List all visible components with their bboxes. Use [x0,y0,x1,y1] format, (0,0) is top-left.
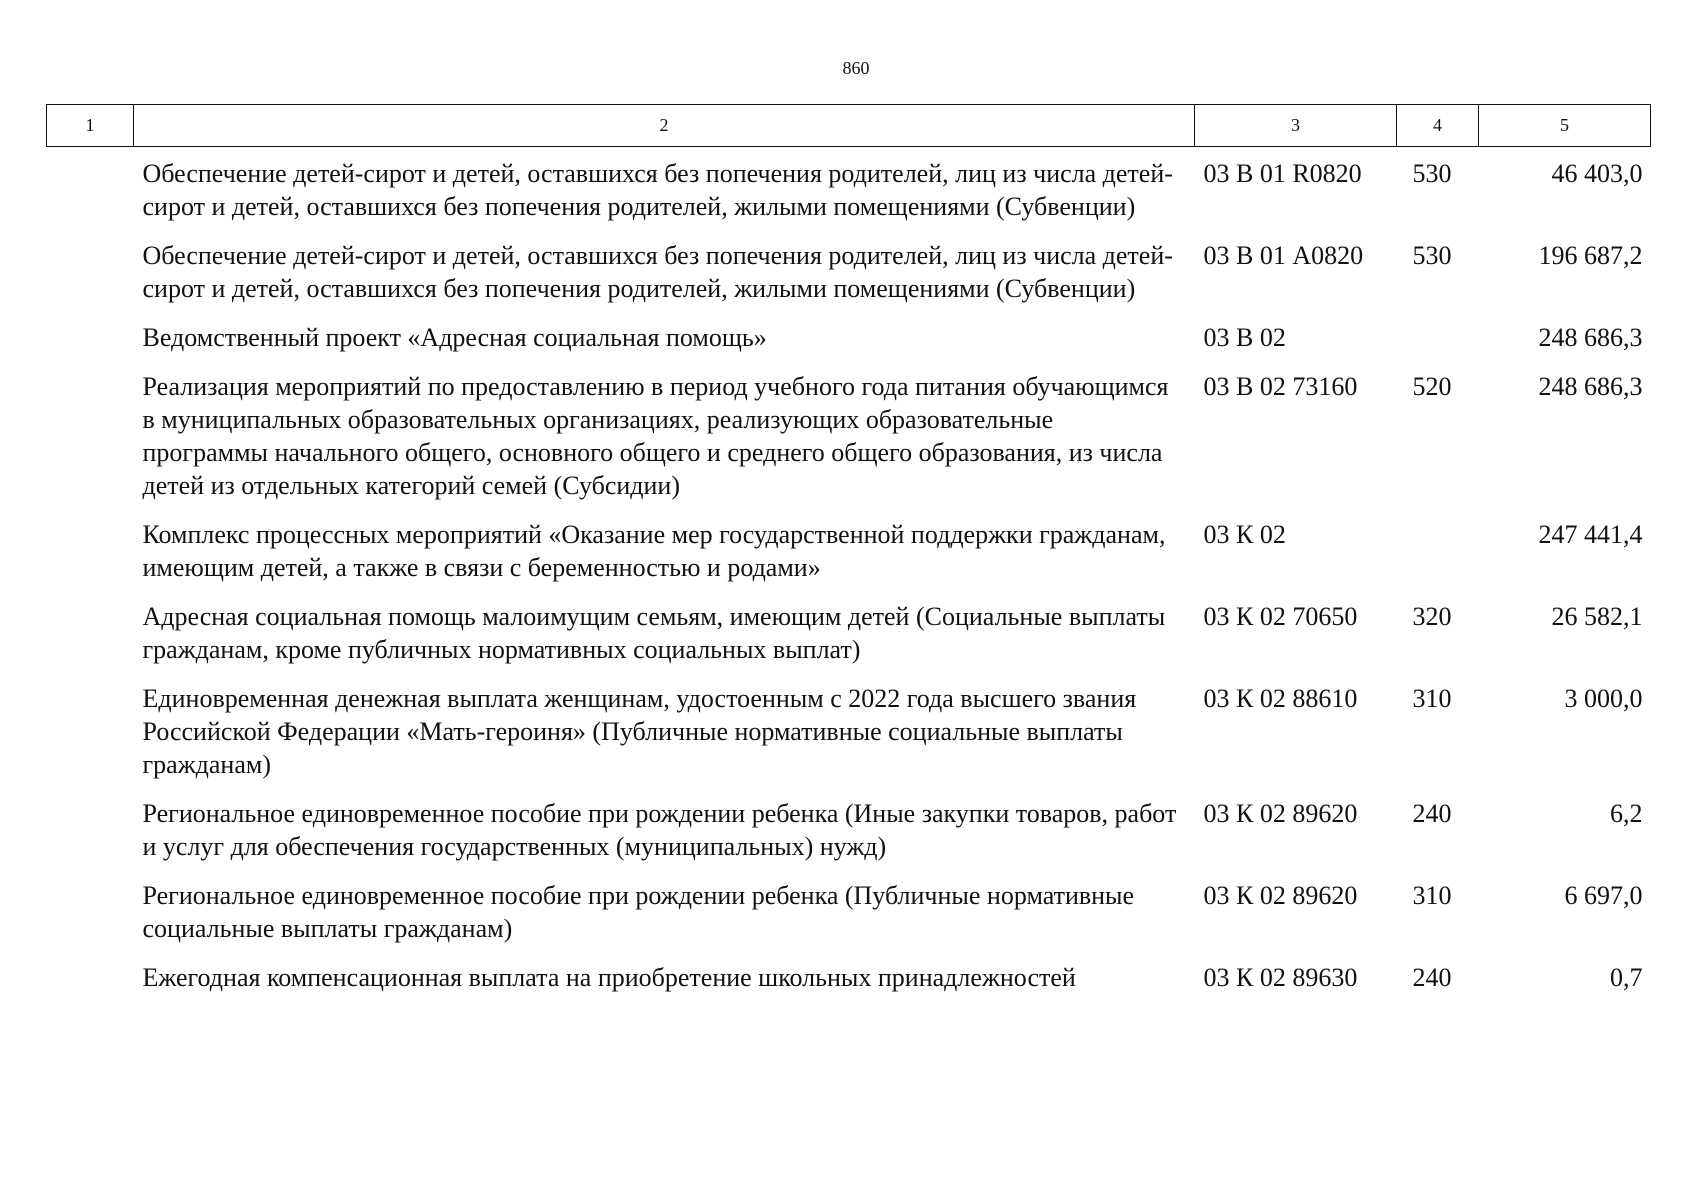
amount-cell: 6 697,0 [1564,881,1643,910]
amount-cell: 0,7 [1610,963,1643,992]
target-code-cell: 03 К 02 [1203,520,1286,549]
row-number-cell [47,797,134,879]
row-number-cell [47,600,134,682]
expense-type-cell [1397,321,1479,370]
budget-table [46,104,1651,1010]
row-number-cell [47,682,134,797]
table-row [47,797,1651,879]
target-code-cell: 03 К 02 70650 [1203,602,1358,631]
expense-type-cell: 530 [1412,159,1452,188]
expense-type-cell: 520 [1412,372,1452,401]
table-row [47,370,1651,518]
target-code-cell: 03 В 01 R0820 [1203,159,1362,188]
target-code-cell: 03 К 02 88610 [1203,684,1358,713]
header-col-3: 3 [1195,105,1397,147]
table-row [47,879,1651,961]
amount-cell: 247 441,4 [1538,520,1643,549]
row-number-cell [47,518,134,600]
expense-type-cell: 240 [1412,963,1452,992]
header-col-5: 5 [1479,105,1651,147]
expense-type-cell: 310 [1412,881,1452,910]
item-name-cell: Адресная социальная помощь малоимущим семьям, имеющим детей (Социальные выплаты гражданам, кроме публичных нормативных социальных выплат) [142,602,1166,664]
target-code-cell: 03 В 02 73160 [1203,372,1358,401]
row-number-cell [47,961,134,1010]
expense-type-cell: 530 [1412,241,1452,270]
row-number-cell [47,879,134,961]
row-number-cell [47,321,134,370]
expense-type-cell: 320 [1412,602,1452,631]
table-row [47,147,1651,240]
target-code-cell: 03 К 02 89620 [1203,799,1358,828]
table-row [47,518,1651,600]
page-number: 860 [842,58,870,78]
item-name-cell: Обеспечение детей-сирот и детей, оставшихся без попечения родителей, лиц из числа детей-сирот и детей, оставшихся без попечения родителей, жилыми помещениями (Субвенции) [142,159,1173,221]
amount-cell: 46 403,0 [1551,159,1643,188]
amount-cell: 196 687,2 [1538,241,1643,270]
item-name-cell: Комплекс процессных мероприятий «Оказание мер государственной поддержки гражданам, имеющим детей, а также в связи с беременностью и родами» [142,520,1166,582]
amount-cell: 248 686,3 [1538,323,1643,352]
table-row [47,961,1651,1010]
amount-cell: 6,2 [1610,799,1643,828]
target-code-cell: 03 К 02 89630 [1203,963,1358,992]
table-row [47,321,1651,370]
expense-type-cell [1397,518,1479,600]
target-code-cell: 03 В 01 А0820 [1203,241,1364,270]
amount-cell: 248 686,3 [1538,372,1643,401]
item-name-cell: Ведомственный проект «Адресная социальная помощь» [142,323,767,352]
item-name-cell: Реализация мероприятий по предоставлению в период учебного года питания обучающимся в муниципальных образовательных организациях, реализующих образовательные программы начального общего, основного общего и среднего общего образования, из числа детей из отдельных категорий семей (Субсидии) [142,372,1169,500]
header-col-4: 4 [1397,105,1479,147]
header-row [47,105,1651,147]
item-name-cell: Региональное единовременное пособие при рождении ребенка (Иные закупки товаров, работ и услуг для обеспечения государственных (муниципальных) нужд) [142,799,1177,861]
item-name-cell: Обеспечение детей-сирот и детей, оставшихся без попечения родителей, лиц из числа детей-сирот и детей, оставшихся без попечения родителей, жилыми помещениями (Субвенции) [142,241,1173,303]
item-name-cell: Региональное единовременное пособие при рождении ребенка (Публичные нормативные социальные выплаты гражданам) [142,881,1135,943]
item-name-cell: Единовременная денежная выплата женщинам, удостоенным с 2022 года высшего звания Российской Федерации «Мать-героиня» (Публичные нормативные социальные выплаты гражданам) [142,684,1137,779]
row-number-cell [47,239,134,321]
item-name-cell: Ежегодная компенсационная выплата на приобретение школьных принадлежностей [142,963,1076,992]
header-col-2: 2 [134,105,1195,147]
target-code-cell: 03 В 02 [1203,323,1286,352]
table-body [47,147,1651,1011]
target-code-cell: 03 К 02 89620 [1203,881,1358,910]
header-col-1: 1 [47,105,134,147]
table-header [47,105,1651,147]
table-row [47,600,1651,682]
table-row [47,682,1651,797]
row-number-cell [47,147,134,240]
expense-type-cell: 310 [1412,684,1452,713]
expense-type-cell: 240 [1412,799,1452,828]
amount-cell: 3 000,0 [1564,684,1643,713]
table-row [47,239,1651,321]
row-number-cell [47,370,134,518]
amount-cell: 26 582,1 [1551,602,1643,631]
